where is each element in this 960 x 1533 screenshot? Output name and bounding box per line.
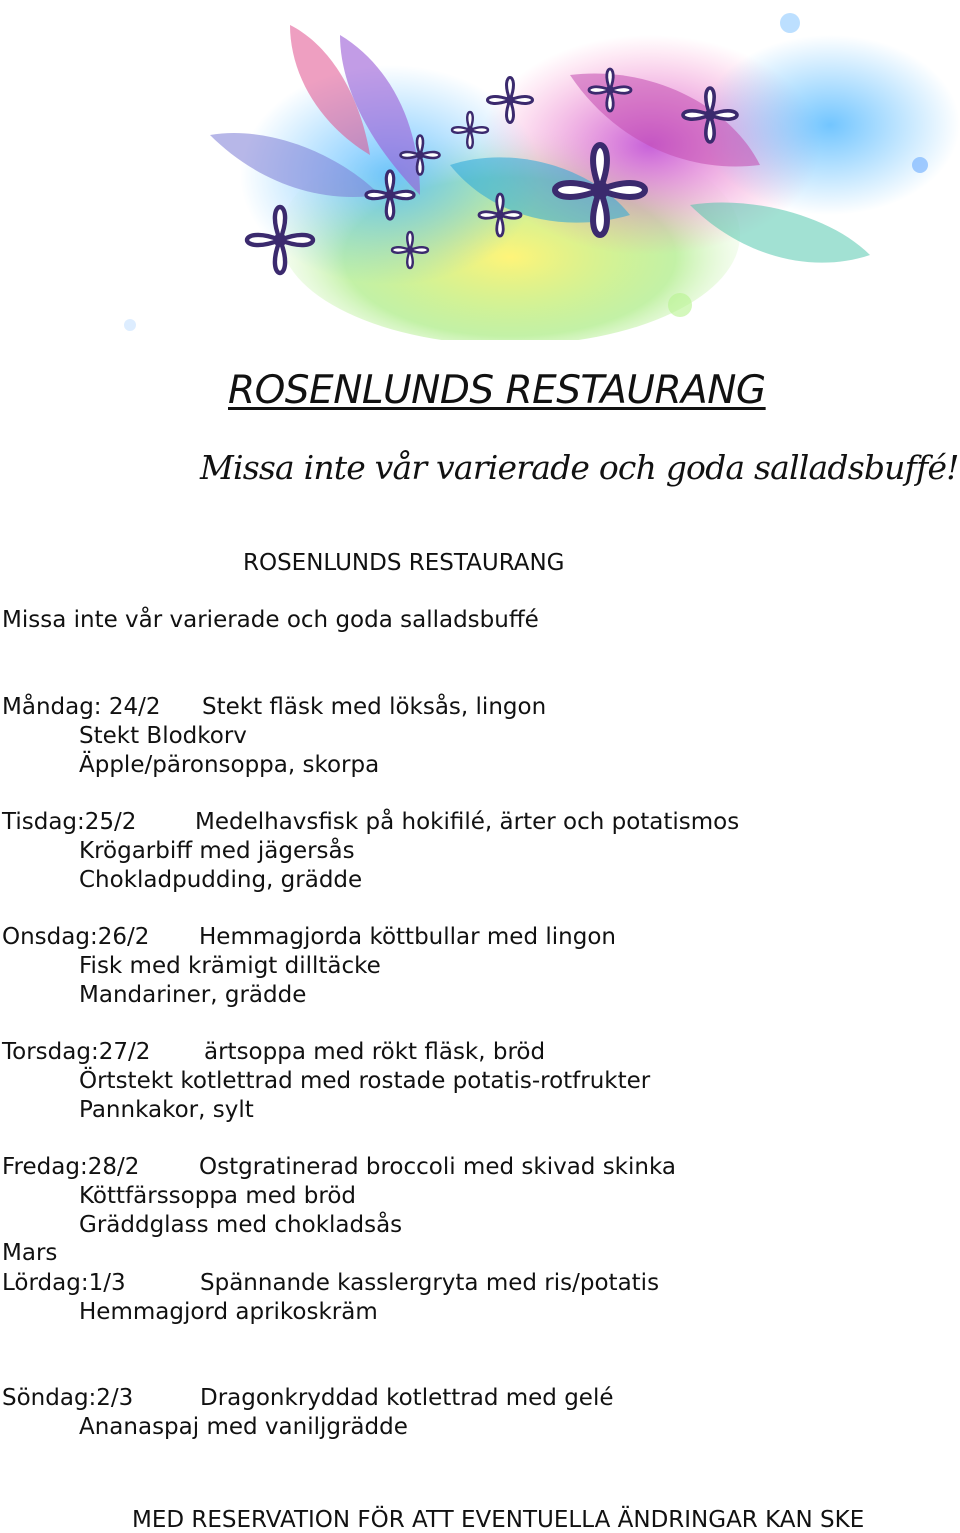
day-label: Lördag:1/3	[2, 1270, 126, 1296]
day-label: Torsdag:27/2	[2, 1039, 151, 1065]
dish-dessert: Chokladpudding, grädde	[79, 867, 363, 893]
day-label: Måndag: 24/2	[2, 694, 161, 720]
dish-alt: Fisk med krämigt dilltäcke	[79, 953, 381, 979]
dish-main: Stekt fläsk med löksås, lingon	[202, 694, 547, 720]
dish-main: Ostgratinerad broccoli med skivad skinka	[199, 1154, 676, 1180]
dish-dessert: Pannkakor, sylt	[79, 1097, 254, 1123]
day-label: Söndag:2/3	[2, 1385, 134, 1411]
dish-main: Medelhavsfisk på hokifilé, ärter och potatismos	[195, 809, 740, 835]
dish-dessert: Äpple/päronsoppa, skorpa	[79, 752, 380, 778]
page-title: ROSENLUNDS RESTAURANG	[228, 368, 766, 413]
section-subtitle: Missa inte vår varierade och goda salladsbuffé	[2, 607, 539, 633]
day-label: Tisdag:25/2	[2, 809, 137, 835]
day-label: Fredag:28/2	[2, 1154, 140, 1180]
dish-main: ärtsoppa med rökt fläsk, bröd	[204, 1039, 546, 1065]
page-subtitle: Missa inte vår varierade och goda salladsbuffé!	[200, 448, 959, 487]
dish-alt: Stekt Blodkorv	[79, 723, 247, 749]
dish-alt: Örtstekt kotlettrad med rostade potatis-rotfrukter	[79, 1068, 651, 1094]
dish-main: Hemmagjorda köttbullar med lingon	[199, 924, 616, 950]
dish-main: Spännande kasslergryta med ris/potatis	[200, 1270, 660, 1296]
dish-alt: Krögarbiff med jägersås	[79, 838, 355, 864]
section-title: ROSENLUNDS RESTAURANG	[243, 550, 565, 576]
dish-dessert: Ananaspaj med vaniljgrädde	[79, 1414, 408, 1440]
dish-main: Dragonkryddad kotlettrad med gelé	[200, 1385, 614, 1411]
dish-alt: Köttfärssoppa med bröd	[79, 1183, 357, 1209]
footer-notice: MED RESERVATION FÖR ATT EVENTUELLA ÄNDRINGAR KAN SKE	[132, 1507, 865, 1533]
dish-dessert: Gräddglass med chokladsås	[79, 1212, 403, 1238]
dish-dessert: Hemmagjord aprikoskräm	[79, 1299, 378, 1325]
month-label: Mars	[2, 1240, 58, 1266]
flower-banner-image	[90, 5, 960, 340]
dish-dessert: Mandariner, grädde	[79, 982, 307, 1008]
day-label: Onsdag:26/2	[2, 924, 150, 950]
